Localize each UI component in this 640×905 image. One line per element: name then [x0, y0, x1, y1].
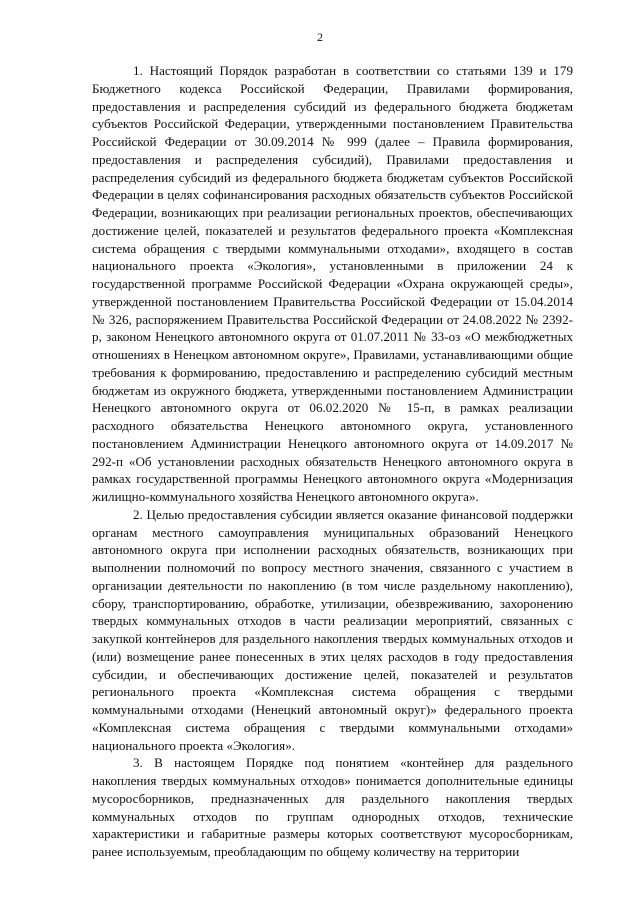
page-number: 2	[317, 30, 323, 44]
document-body	[92, 62, 573, 861]
paragraph-3: 3. В настоящем Порядке под понятием «контейнер для раздельного накопления твердых коммунальных отходов» понимается дополнительные единицы мусоросборников, предназначенных для раздельного накопления твердых коммунальных отходов по группам однородных отходов, технические характеристики и габаритные размеры которых соответствуют мусоросборникам, ранее используемым, преобладающим по общему количеству на территории	[92, 755, 573, 859]
paragraph-2: 2. Целью предоставления субсидии является оказание финансовой поддержки органам местного самоуправления муниципальных образований Ненецкого автономного округа при исполнении расходных обязательств, возникающих при выполнении полномочий по вопросу местного значения, связанного с участием в организации деятельности по накоплению (в том числе раздельному накоплению), сбору, транспортированию, обработке, утилизации, обезвреживанию, захоронению твердых коммунальных отходов в части реализации мероприятий, связанных с закупкой контейнеров для раздельного накопления твердых коммунальных отходов и (или) возмещение ранее понесенных в этих целях расходов в году предоставления субсидии, и обеспечивающих достижение целей, показателей и результатов регионального проекта «Комплексная система обращения с твердыми коммунальными отходами (Ненецкий автономный округ)» федерального проекта «Комплексная система обращения с твердыми коммунальными отходами» национального проекта «Экология».	[92, 506, 573, 753]
paragraph-1: 1. Настоящий Порядок разработан в соответствии со статьями 139 и 179 Бюджетного кодекса Российской Федерации, Правилами формирования, предоставления и распределения субсидий из федерального бюджета бюджетам субъектов Российской Федерации, утвержденными постановлением Правительства Российской Федерации от 30.09.2014 № 999 (далее – Правила формирования, предоставления и распределения субсидий), Правилами предоставления и распределения субсидий из федерального бюджета бюджетам субъектов Российской Федерации в целях софинансирования расходных обязательств субъектов Российской Федерации, возникающих при реализации региональных проектов, обеспечивающих достижение целей, показателей и результатов федерального проекта «Комплексная система обращения с твердыми коммунальными отходами», входящего в состав национального проекта «Экология», установленными в приложении 24 к государственной программе Российской Федерации «Охрана окружающей среды», утвержденной постановлением Правительства Российской Федерации от 15.04.2014 № 326, распоряжением Правительства Российской Федерации от 24.08.2022 № 2392-р, законом Ненецкого автономного округа от 01.07.2011 № 33-оз «О межбюджетных отношениях в Ненецком автономном округе», Правилами, устанавливающими общие требования к формированию, предоставлению и распределению субсидий местным бюджетам из окружного бюджета, утвержденными постановлением Администрации Ненецкого автономного округа от 06.02.2020 № 15-п, в рамках реализации расходного обязательства Ненецкого автономного округа, установленного постановлением Администрации Ненецкого автономного округа от 14.09.2017 № 292-п «Об установлении расходных обязательств Ненецкого автономного округа в рамках государственной программы Ненецкого автономного округа «Модернизация жилищно-коммунального хозяйства Ненецкого автономного округа».	[92, 63, 573, 504]
